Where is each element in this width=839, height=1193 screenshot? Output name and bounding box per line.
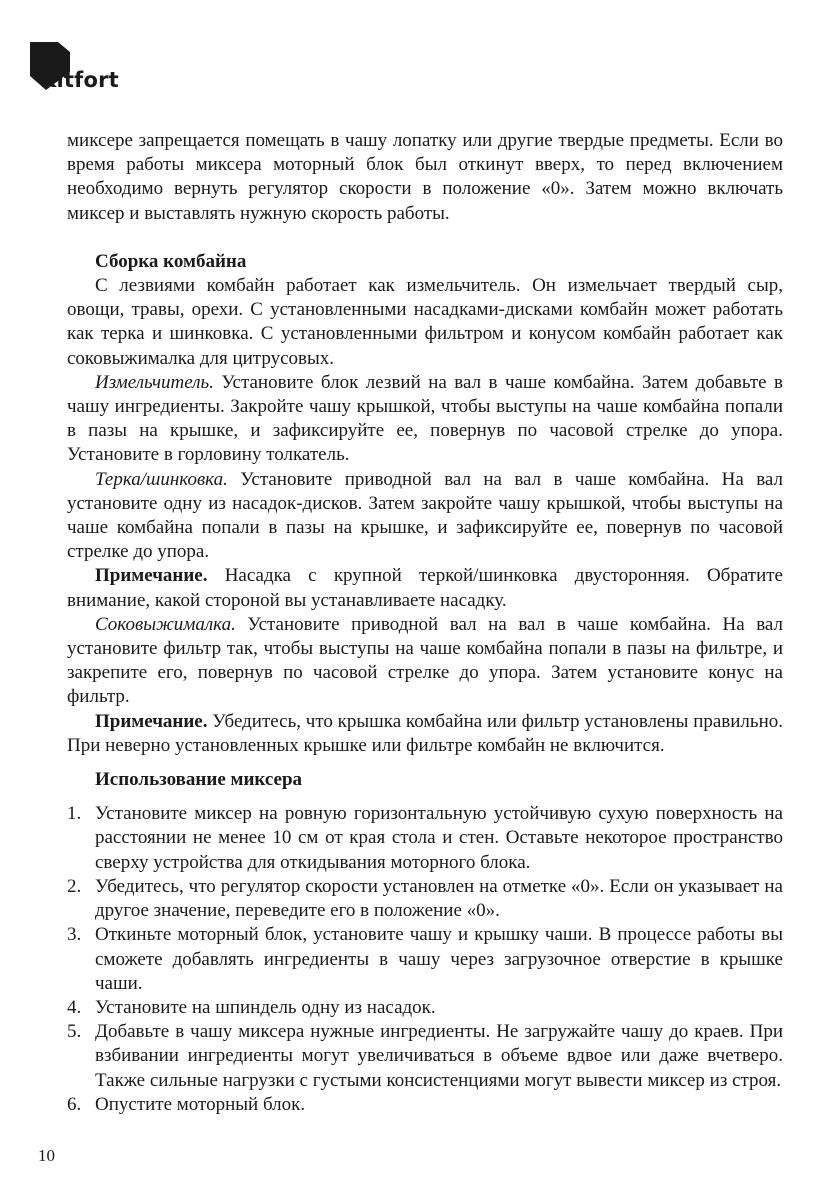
step-number: 2. [67, 875, 82, 897]
step-text: Установите на шпиндель одну из насадок. [95, 996, 436, 1018]
list-item [67, 923, 783, 996]
manual-content [67, 129, 783, 1117]
step-text: Опустите моторный блок. [95, 1093, 306, 1115]
list-item [67, 1093, 783, 1117]
note-2-text: Убедитесь, что крышка комбайна или фильтр установлены правильно. При неверно установленных крышке или фильтре комбайн не включится. [67, 710, 783, 756]
grater-text: Установите приводной вал на вал в чаше комбайна. На вал установите одну из насадок-дисков. Затем закройте чашу крышкой, чтобы выступы на чаше комбайна попали в пазы на крышке, и зафиксируйте ее, повернув по часовой стрелке до упора. [67, 468, 783, 563]
list-item [67, 1020, 783, 1093]
step-number: 3. [67, 924, 82, 946]
step-number: 4. [67, 996, 82, 1018]
step-text: Добавьте в чашу миксера нужные ингредиенты. Не загружайте чашу до краев. При взбивании ингредиенты могут увеличиваться в объеме вдвое или даже вчетверо. Также сильные нагрузки с густыми консистенциями могут вывести миксер из строя. [95, 1021, 783, 1091]
logo-brand-text: Kitfort [40, 68, 119, 92]
page-number: 10 [38, 1146, 55, 1165]
chopper-paragraph [67, 371, 783, 468]
note-2-paragraph [67, 710, 783, 758]
step-number: 6. [67, 1093, 82, 1115]
note-1-paragraph [67, 564, 783, 612]
note-1-text: Насадка с крупной теркой/шинковка двусторонняя. Обратите внимание, какой стороной вы устанавливаете насадку. [67, 565, 783, 611]
assembly-intro: С лезвиями комбайн работает как измельчитель. Он измельчает твердый сыр, овощи, травы, орехи. С установленными насадками-дисками комбайн может работать как терка и шинковка. С установленными фильтром и конусом комбайн работает как соковыжималка для цитрусовых. [67, 275, 783, 369]
step-text: Установите миксер на ровную горизонтальную устойчивую сухую поверхность на расстоянии не менее 10 см от края стола и стен. Оставьте некоторое пространство сверху устройства для откидывания моторного блока. [95, 803, 783, 873]
chopper-text: Установите блок лезвий на вал в чаше комбайна. Затем добавьте в чашу ингредиенты. Закройте чашу крышкой, чтобы выступы на чаше комбайна попали в пазы на крышке, и зафиксируйте ее, повернув по часовой стрелке до упора. Установите в горловину толкатель. [67, 371, 783, 466]
juicer-paragraph [67, 613, 783, 710]
mixer-usage-steps [67, 802, 783, 1117]
list-item [67, 875, 783, 923]
grater-paragraph [67, 468, 783, 565]
step-text: Откиньте моторный блок, установите чашу и крышку чаши. В процессе работы вы сможете добавлять ингредиенты в чашу через загрузочное отверстие в крышке чаши. [95, 924, 783, 994]
list-item [67, 802, 783, 875]
mixer-warning-paragraph: миксере запрещается помещать в чашу лопатку или другие твердые предметы. Если во время работы миксера моторный блок был откинут вверх, то перед включением необходимо вернуть регулятор скорости в положение «0». Затем можно включать миксер и выставлять нужную скорость работы. [67, 130, 783, 224]
step-number: 5. [67, 1021, 82, 1043]
note-1-label: Примечание. [95, 565, 208, 587]
mixer-usage-heading: Использование миксера [95, 769, 303, 791]
assembly-heading: Сборка комбайна [95, 250, 247, 272]
list-item [67, 996, 783, 1020]
juicer-label: Соковыжималка. [95, 613, 236, 635]
step-number: 1. [67, 803, 82, 825]
chopper-label: Измельчитель. [95, 371, 214, 393]
grater-label: Терка/шинковка. [95, 468, 228, 490]
note-2-label: Примечание. [95, 710, 208, 732]
step-text: Убедитесь, что регулятор скорости установлен на отметке «0». Если он указывает на другое значение, переведите его в положение «0». [95, 875, 783, 922]
juicer-text: Установите приводной вал на вал в чаше комбайна. На вал установите фильтр так, чтобы выступы на чаше комбайна попали в пазы на фильтре, и закрепите его, повернув по часовой стрелке до упора. Затем установите конус на фильтр. [67, 613, 783, 708]
